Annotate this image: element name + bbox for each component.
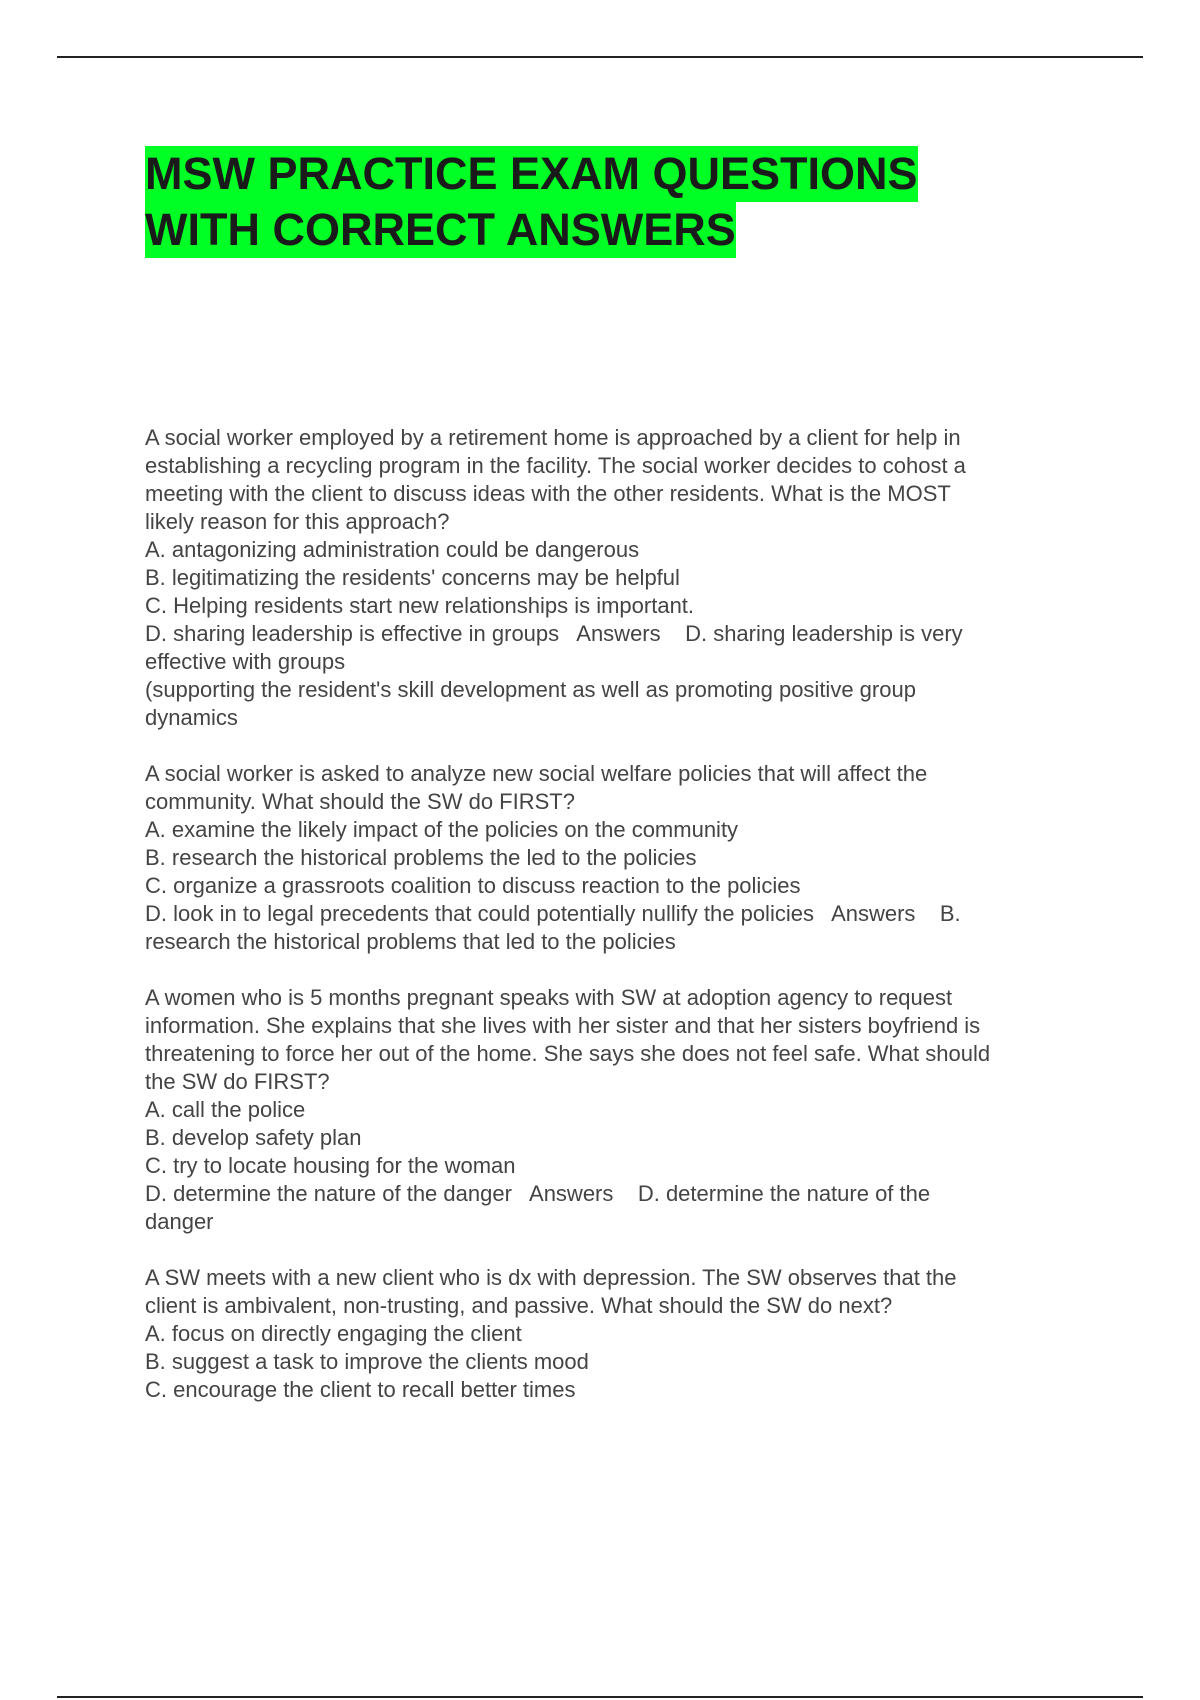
text-line: effective with groups	[145, 649, 346, 674]
text-line: B. research the historical problems the led to the policies	[145, 845, 697, 870]
text-line: A social worker is asked to analyze new social welfare policies that will affect the	[145, 761, 928, 786]
question-block	[145, 1264, 1095, 1404]
text-line: D. look in to legal precedents that could potentially nullify the policies Answers B.	[145, 901, 961, 926]
text-line: research the historical problems that led to the policies	[145, 929, 676, 954]
text-line: A SW meets with a new client who is dx with depression. The SW observes that the	[145, 1265, 957, 1290]
text-line: A. call the police	[145, 1097, 306, 1122]
text-line: A social worker employed by a retirement home is approached by a client for help in	[145, 425, 961, 450]
text-line: (supporting the resident's skill development as well as promoting positive group	[145, 677, 916, 702]
text-line: meeting with the client to discuss ideas with the other residents. What is the MOST	[145, 481, 951, 506]
title-line: MSW PRACTICE EXAM QUESTIONS	[145, 146, 918, 202]
text-line: D. determine the nature of the danger Answers D. determine the nature of the	[145, 1181, 931, 1206]
text-line: community. What should the SW do FIRST?	[145, 789, 575, 814]
text-line: client is ambivalent, non-trusting, and passive. What should the SW do next?	[145, 1293, 893, 1318]
text-line: B. suggest a task to improve the clients mood	[145, 1349, 589, 1374]
text-line: dynamics	[145, 705, 238, 730]
text-line: C. encourage the client to recall better times	[145, 1377, 576, 1402]
text-line: B. legitimatizing the residents' concerns may be helpful	[145, 565, 680, 590]
text-line: A. antagonizing administration could be dangerous	[145, 537, 640, 562]
text-line: A. focus on directly engaging the client	[145, 1321, 522, 1346]
text-line: danger	[145, 1209, 214, 1234]
bottom-rule	[57, 1696, 1143, 1698]
text-line: likely reason for this approach?	[145, 509, 450, 534]
top-rule	[57, 56, 1143, 58]
page-title	[145, 146, 1085, 258]
title-line: WITH CORRECT ANSWERS	[145, 202, 736, 258]
text-line: A. examine the likely impact of the policies on the community	[145, 817, 739, 842]
text-line: A women who is 5 months pregnant speaks with SW at adoption agency to request	[145, 985, 953, 1010]
text-line: threatening to force her out of the home. She says she does not feel safe. What should	[145, 1041, 991, 1066]
text-line: C. Helping residents start new relationships is important.	[145, 593, 695, 618]
text-line: D. sharing leadership is effective in groups Answers D. sharing leadership is very	[145, 621, 963, 646]
question-block	[145, 424, 1095, 732]
text-line: C. try to locate housing for the woman	[145, 1153, 516, 1178]
question-block	[145, 984, 1095, 1236]
text-line: information. She explains that she lives with her sister and that her sisters boyfriend is	[145, 1013, 981, 1038]
text-line: B. develop safety plan	[145, 1125, 362, 1150]
text-line: C. organize a grassroots coalition to discuss reaction to the policies	[145, 873, 801, 898]
questions-body	[145, 424, 1095, 1432]
text-line: the SW do FIRST?	[145, 1069, 330, 1094]
text-line: establishing a recycling program in the facility. The social worker decides to cohost a	[145, 453, 966, 478]
question-block	[145, 760, 1095, 956]
